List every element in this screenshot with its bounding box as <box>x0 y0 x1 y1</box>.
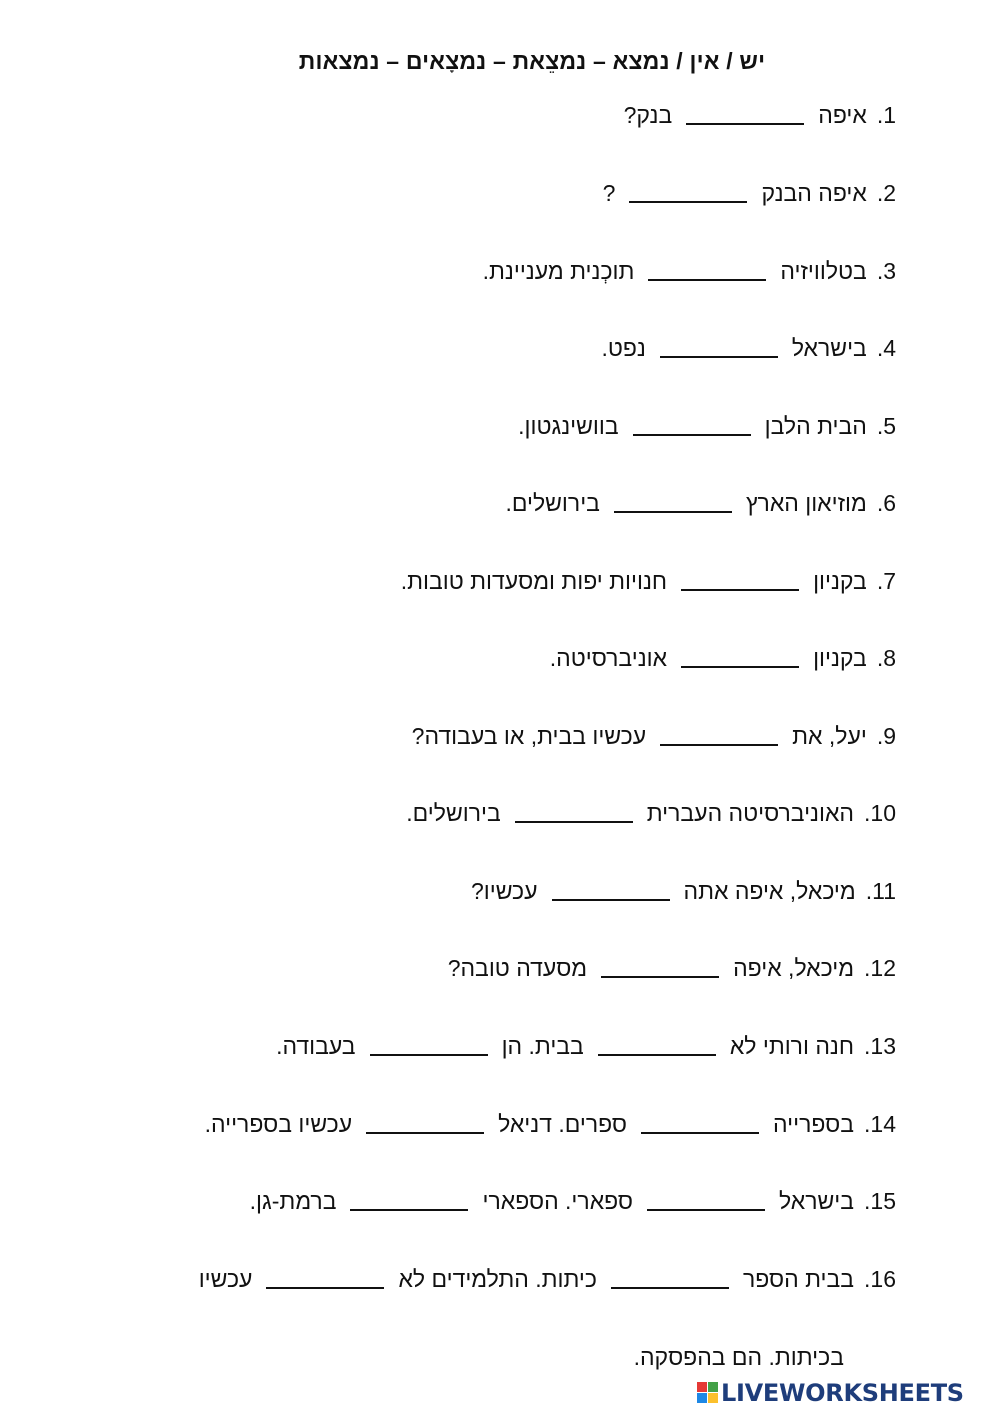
answer-blank[interactable] <box>366 1132 484 1134</box>
exercise-text: ברמת-גן. <box>249 1188 337 1214</box>
answer-blank[interactable] <box>515 821 633 823</box>
logo-square-green <box>708 1382 718 1392</box>
exercise-text: בבית הספר <box>742 1266 855 1292</box>
exercise-text: בוושינגטון. <box>518 413 619 439</box>
answer-blank[interactable] <box>598 1054 716 1056</box>
exercise-text: ספרים. דניאל <box>498 1111 628 1137</box>
answer-blank[interactable] <box>660 356 778 358</box>
logo-square-yellow <box>708 1393 718 1403</box>
exercise-line <box>401 566 896 596</box>
exercise-number: 9. <box>876 723 896 749</box>
exercise-text: חנה ורותי לא <box>729 1033 855 1059</box>
exercise-number: 4. <box>876 335 896 361</box>
exercise-line <box>518 411 896 441</box>
exercise-line <box>205 1109 896 1139</box>
exercise-number: 6. <box>876 490 896 516</box>
answer-blank[interactable] <box>601 976 719 978</box>
exercise-line <box>276 1031 896 1061</box>
answer-blank[interactable] <box>611 1287 729 1289</box>
exercise-text: האוניברסיטה העברית <box>646 800 855 826</box>
exercise-number: 13. <box>864 1033 896 1059</box>
exercise-line <box>603 178 896 208</box>
title-text: יש / אין / נמצא – נמצֵאת – נמצָאים – נמצאות <box>298 48 766 74</box>
exercise-text: עכשיו <box>198 1266 253 1292</box>
answer-blank[interactable] <box>629 201 747 203</box>
liveworksheets-logo <box>697 1380 993 1406</box>
answer-blank[interactable] <box>266 1287 384 1289</box>
exercise-text: בירושלים. <box>505 490 600 516</box>
exercise-text: מוזיאון הארץ <box>745 490 867 516</box>
exercise-line <box>471 876 896 906</box>
exercise-text: בישראל <box>779 1188 855 1214</box>
exercise-number: 15. <box>864 1188 896 1214</box>
exercise-text: אוניברסיטה. <box>549 645 668 671</box>
logo-text: LIVEWORKSHEETS <box>721 1379 964 1407</box>
exercise-text: בעבודה. <box>276 1033 356 1059</box>
exercise-text: יעל, את <box>792 723 867 749</box>
exercise-text: איפה הבנק <box>761 180 867 206</box>
exercise-text: תוכְנית מעניינת. <box>482 258 635 284</box>
exercise-text: עכשיו בספרייה. <box>204 1111 353 1137</box>
exercise-number: 8. <box>876 645 896 671</box>
exercise-text: בקניון <box>813 568 867 594</box>
exercise-number: 10. <box>864 800 896 826</box>
exercise-text: איפה <box>818 102 867 128</box>
exercise-text: בבית. הן <box>501 1033 584 1059</box>
answer-blank[interactable] <box>350 1209 468 1211</box>
exercise-text: ? <box>602 180 616 206</box>
exercise-number: 14. <box>864 1111 896 1137</box>
answer-blank[interactable] <box>681 666 799 668</box>
exercise-text: הבית הלבן <box>764 413 867 439</box>
exercise-text: בישראל <box>791 335 867 361</box>
exercise-text: עכשיו? <box>470 878 538 904</box>
exercise-line <box>550 643 896 673</box>
exercise-text: עכשיו בבית, או בעבודה? <box>411 723 647 749</box>
exercise-text: כיתות. התלמידים לא <box>398 1266 597 1292</box>
answer-blank[interactable] <box>681 589 799 591</box>
answer-blank[interactable] <box>647 1209 765 1211</box>
answer-blank[interactable] <box>641 1132 759 1134</box>
exercise-16-continuation: בכיתות. הם בהפסקה. <box>633 1344 844 1370</box>
worksheet-title <box>0 48 1000 75</box>
exercise-text: בטלוויזיה <box>780 258 867 284</box>
exercise-line <box>406 798 896 828</box>
answer-blank[interactable] <box>660 744 778 746</box>
logo-mark-icon <box>697 1382 719 1404</box>
answer-blank[interactable] <box>370 1054 488 1056</box>
answer-blank[interactable] <box>648 279 766 281</box>
exercise-line <box>505 488 896 518</box>
exercise-number: 1. <box>876 102 896 128</box>
exercise-text: בקניון <box>813 645 867 671</box>
exercise-number: 2. <box>876 180 896 206</box>
exercise-text: חנויות יפות ומסעדות טובות. <box>400 568 668 594</box>
answer-blank[interactable] <box>614 511 732 513</box>
exercise-text: מסעדה טובה? <box>447 955 588 981</box>
answer-blank[interactable] <box>552 899 670 901</box>
logo-square-blue <box>697 1393 707 1403</box>
exercise-text: בספרייה <box>773 1111 855 1137</box>
exercise-line <box>624 100 896 130</box>
exercise-text: בירושלים. <box>406 800 501 826</box>
exercise-text: מיכאל, איפה אתה <box>683 878 856 904</box>
exercise-line <box>448 953 896 983</box>
exercise-number: 3. <box>876 258 896 284</box>
answer-blank[interactable] <box>633 434 751 436</box>
exercise-line <box>483 256 896 286</box>
exercise-number: 11. <box>865 878 896 904</box>
exercise-line <box>199 1264 896 1294</box>
exercise-number: 7. <box>876 568 896 594</box>
exercise-text: נפט. <box>601 335 646 361</box>
logo-square-red <box>697 1382 707 1392</box>
exercise-number: 16. <box>864 1266 896 1292</box>
exercise-text: ספארי. הספארי <box>482 1188 634 1214</box>
exercise-line <box>601 333 896 363</box>
exercise-line <box>412 721 896 751</box>
exercise-number: 12. <box>864 955 896 981</box>
exercise-number: 5. <box>876 413 896 439</box>
exercise-text: מיכאל, איפה <box>733 955 855 981</box>
answer-blank[interactable] <box>686 123 804 125</box>
exercise-text: בנק? <box>623 102 673 128</box>
exercise-line <box>250 1186 896 1216</box>
